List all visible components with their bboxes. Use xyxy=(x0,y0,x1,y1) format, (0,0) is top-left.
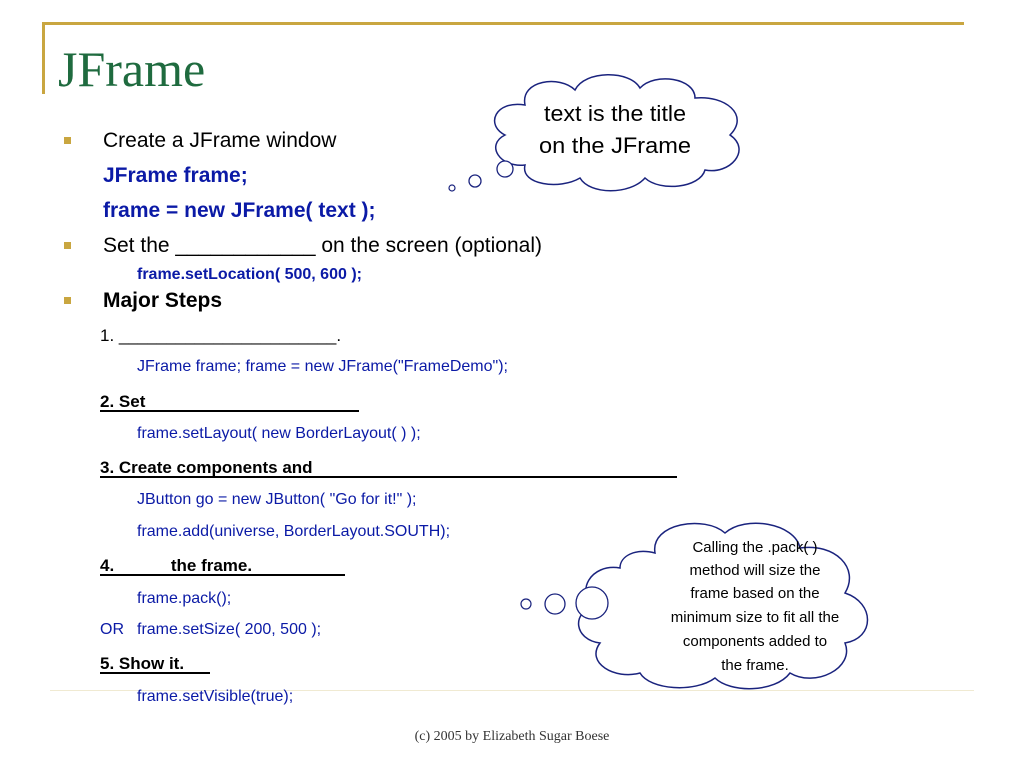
code-line: frame.setLayout( new BorderLayout( ) ); xyxy=(137,425,421,442)
code-line: frame.setVisible(true); xyxy=(137,688,294,705)
code-line: JButton go = new JButton( "Go for it!" ); xyxy=(137,491,417,508)
footer-copyright: (c) 2005 by Elizabeth Sugar Boese xyxy=(414,729,610,744)
callout-top-line: text is the title xyxy=(544,101,686,126)
callout-top-line: on the JFrame xyxy=(539,133,691,158)
step-heading: 3. Create components and xyxy=(100,459,677,478)
callout-bottom-line: frame based on the xyxy=(690,585,820,602)
bullet-marker xyxy=(64,297,71,304)
callout-bottom-line: method will size the xyxy=(689,562,821,579)
bullet-marker xyxy=(64,137,71,144)
callout-bottom-line: minimum size to fit all the xyxy=(670,609,840,626)
bullet-text: Create a JFrame window xyxy=(103,129,337,152)
thought-cloud-top xyxy=(440,70,760,200)
step-heading: 4. the frame. xyxy=(100,557,345,576)
callout-bottom-line: Calling the .pack( ) xyxy=(692,539,818,556)
bullet-text: Set the ____________ on the screen (optional) xyxy=(103,234,543,257)
step-heading: 2. Set xyxy=(100,393,359,412)
top-rule xyxy=(42,22,964,25)
bullet-text: Major Steps xyxy=(103,289,223,312)
code-line: JFrame frame; frame = new JFrame("FrameDemo"); xyxy=(137,358,508,375)
thought-cloud-bottom xyxy=(515,518,910,693)
left-rule xyxy=(42,22,45,94)
callout-bottom-line: the frame. xyxy=(721,657,789,674)
code-line: frame.add(universe, BorderLayout.SOUTH); xyxy=(137,523,451,540)
code-line: frame.pack(); xyxy=(137,590,232,607)
code-line: frame = new JFrame( text ); xyxy=(103,199,376,222)
callout-bottom-line: components added to xyxy=(682,633,828,650)
slide-title: JFrame xyxy=(58,41,206,97)
code-line: frame.setLocation( 500, 600 ); xyxy=(137,266,362,283)
step-heading: 5. Show it. xyxy=(100,655,210,674)
bullet-marker xyxy=(64,242,71,249)
alt-prefix: OR xyxy=(100,621,124,638)
step-heading: 1. _______________________. xyxy=(100,326,342,345)
code-line: frame.setSize( 200, 500 ); xyxy=(137,621,322,638)
code-line: JFrame frame; xyxy=(103,164,248,187)
